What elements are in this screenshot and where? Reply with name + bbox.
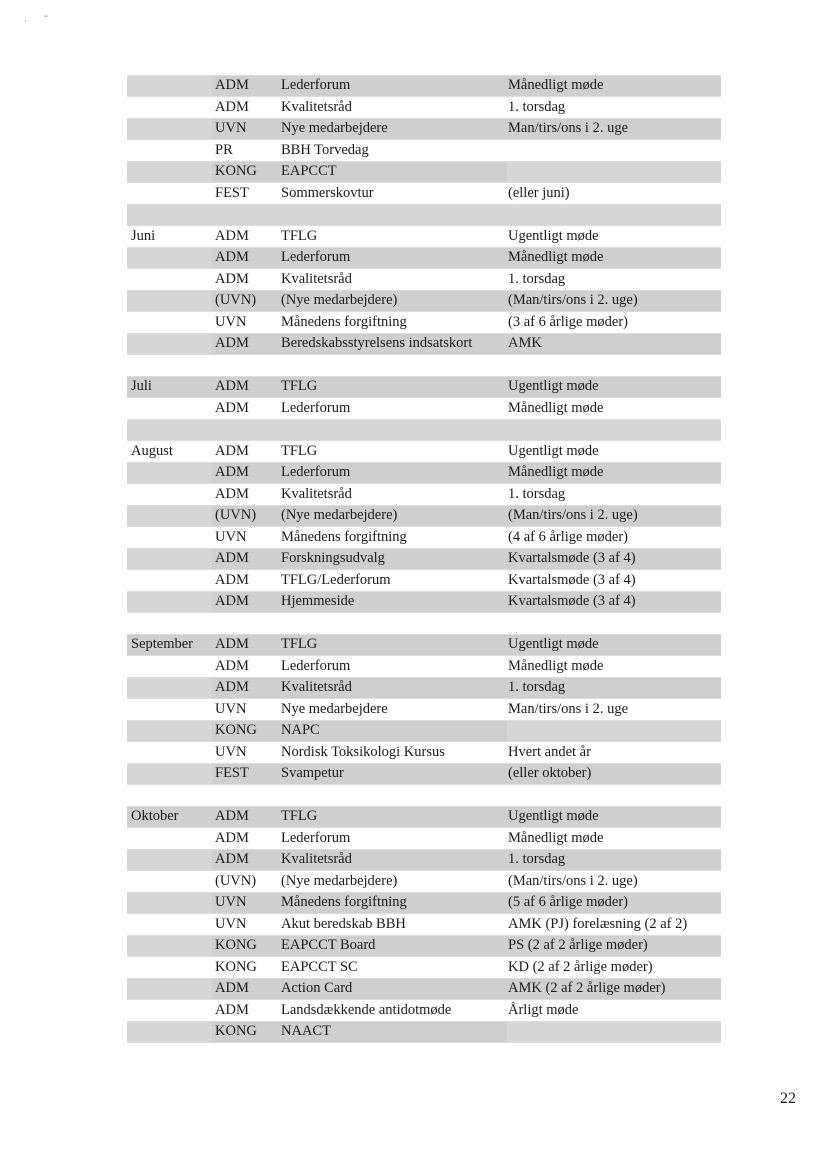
frequency-cell: Kvartalsmøde (3 af 4) bbox=[507, 549, 721, 569]
event-cell: Nye medarbejdere bbox=[281, 700, 388, 717]
month-cell bbox=[127, 528, 212, 548]
event-cell: EAPCCT Board bbox=[279, 936, 507, 956]
department-cell: UVN bbox=[215, 743, 247, 760]
month-cell bbox=[127, 743, 212, 763]
department-cell: ADM bbox=[212, 248, 279, 268]
table-row bbox=[127, 398, 721, 420]
department-cell: ADM bbox=[215, 1001, 249, 1018]
month-cell bbox=[127, 958, 212, 978]
table-row bbox=[127, 75, 721, 97]
event-cell: TFLG/Lederforum bbox=[281, 571, 391, 588]
event-cell bbox=[279, 614, 507, 634]
frequency-cell: Ugentligt møde bbox=[507, 807, 721, 827]
department-cell: ADM bbox=[215, 442, 249, 459]
month-cell bbox=[127, 313, 212, 333]
month-cell bbox=[127, 291, 212, 311]
month-cell bbox=[127, 764, 212, 784]
frequency-cell: Kvartalsmøde (3 af 4) bbox=[508, 571, 636, 588]
event-cell: Forskningsudvalg bbox=[279, 549, 507, 569]
event-cell: Kvalitetsråd bbox=[281, 270, 352, 287]
event-cell: BBH Torvedag bbox=[281, 141, 369, 158]
frequency-cell: (Man/tirs/ons i 2. uge) bbox=[507, 506, 721, 526]
table-row bbox=[127, 570, 721, 592]
event-cell: Kvalitetsråd bbox=[281, 485, 352, 502]
department-cell: ADM bbox=[215, 98, 249, 115]
department-cell: ADM bbox=[212, 850, 279, 870]
frequency-cell: Man/tirs/ons i 2. uge bbox=[508, 700, 629, 717]
month-cell bbox=[127, 571, 212, 591]
month-cell bbox=[127, 700, 212, 720]
frequency-cell: (Man/tirs/ons i 2. uge) bbox=[507, 291, 721, 311]
event-cell: EAPCCT bbox=[279, 162, 507, 182]
event-cell: Lederforum bbox=[281, 399, 351, 416]
event-cell: Lederforum bbox=[279, 463, 507, 483]
department-cell: ADM bbox=[212, 549, 279, 569]
table-row bbox=[127, 1021, 721, 1043]
table-row bbox=[127, 591, 721, 613]
event-cell: TFLG bbox=[279, 807, 507, 827]
month-cell bbox=[127, 420, 212, 440]
event-cell: Action Card bbox=[279, 979, 507, 999]
event-cell: (Nye medarbejdere) bbox=[279, 291, 507, 311]
frequency-cell: Kvartalsmøde (3 af 4) bbox=[507, 592, 721, 612]
month-cell: Juli bbox=[127, 377, 212, 397]
frequency-cell: (Man/tirs/ons i 2. uge) bbox=[508, 872, 638, 889]
table-row bbox=[127, 806, 721, 828]
table-row bbox=[127, 613, 721, 635]
month-cell bbox=[127, 657, 212, 677]
month-cell bbox=[127, 205, 212, 225]
department-cell: ADM bbox=[215, 829, 249, 846]
event-cell: NAACT bbox=[279, 1022, 507, 1042]
event-cell: Lederforum bbox=[279, 248, 507, 268]
month-cell bbox=[127, 334, 212, 354]
frequency-cell: 1. torsdag bbox=[508, 270, 566, 287]
schedule-table bbox=[127, 75, 721, 1043]
department-cell: (UVN) bbox=[212, 506, 279, 526]
month-cell: Oktober bbox=[127, 807, 212, 827]
department-cell: FEST bbox=[215, 184, 249, 201]
department-cell: ADM bbox=[215, 657, 249, 674]
event-cell: Lederforum bbox=[281, 829, 351, 846]
frequency-cell: Hvert andet år bbox=[508, 743, 591, 760]
table-row bbox=[127, 290, 721, 312]
table-row bbox=[127, 183, 721, 205]
department-cell: ADM bbox=[215, 399, 249, 416]
table-row bbox=[127, 462, 721, 484]
table-row bbox=[127, 484, 721, 506]
event-cell bbox=[279, 420, 507, 440]
month-cell bbox=[127, 270, 212, 290]
event-cell: Månedens forgiftning bbox=[281, 313, 407, 330]
table-row bbox=[127, 548, 721, 570]
table-row bbox=[127, 441, 721, 463]
event-cell bbox=[279, 356, 507, 376]
event-cell: Hjemmeside bbox=[279, 592, 507, 612]
frequency-cell: Månedligt møde bbox=[508, 829, 604, 846]
month-cell bbox=[127, 721, 212, 741]
department-cell bbox=[212, 614, 279, 634]
month-cell bbox=[127, 915, 212, 935]
event-cell: Månedens forgiftning bbox=[281, 528, 407, 545]
event-cell bbox=[279, 205, 507, 225]
month-cell bbox=[127, 829, 212, 849]
department-cell: KONG bbox=[212, 162, 279, 182]
month-cell bbox=[127, 485, 212, 505]
table-row bbox=[127, 312, 721, 334]
department-cell: ADM bbox=[215, 485, 249, 502]
event-cell: NAPC bbox=[279, 721, 507, 741]
frequency-cell: Ugentligt møde bbox=[507, 635, 721, 655]
event-cell: Nordisk Toksikologi Kursus bbox=[281, 743, 445, 760]
frequency-cell: (eller juni) bbox=[508, 184, 570, 201]
month-cell bbox=[127, 1022, 212, 1042]
month-cell bbox=[127, 119, 212, 139]
department-cell: FEST bbox=[212, 764, 279, 784]
frequency-cell: (eller oktober) bbox=[507, 764, 721, 784]
margin-dot: · bbox=[24, 16, 27, 26]
event-cell: Kvalitetsråd bbox=[281, 98, 352, 115]
table-row bbox=[127, 505, 721, 527]
department-cell: ADM bbox=[212, 463, 279, 483]
table-row bbox=[127, 699, 721, 721]
month-cell bbox=[127, 614, 212, 634]
department-cell: ADM bbox=[212, 635, 279, 655]
month-cell bbox=[127, 592, 212, 612]
department-cell: UVN bbox=[212, 119, 279, 139]
table-row bbox=[127, 226, 721, 248]
frequency-cell: Månedligt møde bbox=[507, 463, 721, 483]
table-row bbox=[127, 527, 721, 549]
month-cell: September bbox=[127, 635, 212, 655]
event-cell: EAPCCT SC bbox=[281, 958, 358, 975]
department-cell: KONG bbox=[215, 958, 257, 975]
event-cell: Svampetur bbox=[279, 764, 507, 784]
frequency-cell: Ugentligt møde bbox=[508, 442, 599, 459]
department-cell: ADM bbox=[212, 377, 279, 397]
department-cell: ADM bbox=[215, 227, 249, 244]
month-cell bbox=[127, 850, 212, 870]
month-cell bbox=[127, 463, 212, 483]
page-number: 22 bbox=[780, 1090, 796, 1107]
frequency-cell bbox=[507, 721, 721, 741]
month-cell bbox=[127, 98, 212, 118]
table-row bbox=[127, 935, 721, 957]
event-cell: (Nye medarbejdere) bbox=[279, 506, 507, 526]
frequency-cell bbox=[507, 614, 721, 634]
month-cell bbox=[127, 893, 212, 913]
month-cell bbox=[127, 76, 212, 96]
month-cell bbox=[127, 678, 212, 698]
frequency-cell bbox=[507, 205, 721, 225]
table-row bbox=[127, 1000, 721, 1022]
table-row bbox=[127, 828, 721, 850]
month-cell bbox=[127, 162, 212, 182]
month-cell: Juni bbox=[131, 227, 156, 244]
table-row bbox=[127, 677, 721, 699]
table-row bbox=[127, 634, 721, 656]
table-row bbox=[127, 978, 721, 1000]
month-cell bbox=[127, 356, 212, 376]
frequency-cell: AMK (PJ) forelæsning (2 af 2) bbox=[508, 915, 688, 932]
event-cell: TFLG bbox=[281, 442, 318, 459]
department-cell: ADM bbox=[212, 807, 279, 827]
frequency-cell: Månedligt møde bbox=[507, 248, 721, 268]
month-cell bbox=[127, 184, 212, 204]
event-cell: Månedens forgiftning bbox=[279, 893, 507, 913]
frequency-cell: (5 af 6 årlige møder) bbox=[507, 893, 721, 913]
frequency-cell: AMK bbox=[507, 334, 721, 354]
department-cell: ADM bbox=[212, 334, 279, 354]
table-row bbox=[127, 376, 721, 398]
frequency-cell: Månedligt møde bbox=[508, 657, 604, 674]
frequency-cell: Månedligt møde bbox=[508, 399, 604, 416]
frequency-cell: 1. torsdag bbox=[507, 678, 721, 698]
department-cell bbox=[212, 786, 279, 806]
department-cell: KONG bbox=[212, 936, 279, 956]
frequency-cell: (4 af 6 årlige møder) bbox=[508, 528, 628, 545]
month-cell bbox=[127, 141, 212, 161]
event-cell: Kvalitetsråd bbox=[279, 678, 507, 698]
month-cell bbox=[127, 979, 212, 999]
department-cell bbox=[212, 420, 279, 440]
table-row bbox=[127, 269, 721, 291]
event-cell: Kvalitetsråd bbox=[279, 850, 507, 870]
month-cell bbox=[127, 1001, 212, 1021]
table-row bbox=[127, 656, 721, 678]
frequency-cell bbox=[507, 162, 721, 182]
department-cell: KONG bbox=[212, 721, 279, 741]
department-cell: UVN bbox=[215, 528, 247, 545]
frequency-cell bbox=[507, 1022, 721, 1042]
event-cell: TFLG bbox=[279, 635, 507, 655]
table-row bbox=[127, 333, 721, 355]
frequency-cell: Man/tirs/ons i 2. uge bbox=[507, 119, 721, 139]
frequency-cell: 1. torsdag bbox=[508, 98, 566, 115]
department-cell: UVN bbox=[215, 915, 247, 932]
event-cell: Landsdækkende antidotmøde bbox=[281, 1001, 452, 1018]
event-cell: TFLG bbox=[281, 227, 318, 244]
month-cell: August bbox=[131, 442, 173, 459]
department-cell: UVN bbox=[212, 893, 279, 913]
event-cell: Lederforum bbox=[281, 657, 351, 674]
department-cell: PR bbox=[215, 141, 233, 158]
table-row bbox=[127, 161, 721, 183]
month-cell bbox=[127, 399, 212, 419]
event-cell: Nye medarbejdere bbox=[279, 119, 507, 139]
event-cell: Lederforum bbox=[279, 76, 507, 96]
frequency-cell: 1. torsdag bbox=[508, 485, 566, 502]
table-row bbox=[127, 720, 721, 742]
table-row bbox=[127, 204, 721, 226]
margin-tick: “ bbox=[44, 13, 48, 23]
table-row bbox=[127, 742, 721, 764]
event-cell: (Nye medarbejdere) bbox=[281, 872, 398, 889]
department-cell: (UVN) bbox=[215, 872, 257, 889]
frequency-cell bbox=[507, 356, 721, 376]
table-row bbox=[127, 140, 721, 162]
frequency-cell: Ugentligt møde bbox=[507, 377, 721, 397]
table-row bbox=[127, 957, 721, 979]
department-cell: ADM bbox=[212, 979, 279, 999]
table-row bbox=[127, 247, 721, 269]
department-cell: KONG bbox=[212, 1022, 279, 1042]
frequency-cell: (3 af 6 årlige møder) bbox=[508, 313, 628, 330]
table-row bbox=[127, 355, 721, 377]
frequency-cell: Månedligt møde bbox=[507, 76, 721, 96]
frequency-cell: AMK (2 af 2 årlige møder) bbox=[507, 979, 721, 999]
month-cell bbox=[127, 872, 212, 892]
month-cell bbox=[127, 248, 212, 268]
frequency-cell bbox=[507, 786, 721, 806]
month-cell bbox=[127, 549, 212, 569]
event-cell: Akut beredskab BBH bbox=[281, 915, 406, 932]
department-cell: (UVN) bbox=[212, 291, 279, 311]
department-cell: ADM bbox=[215, 270, 249, 287]
month-cell bbox=[127, 786, 212, 806]
department-cell: UVN bbox=[215, 700, 247, 717]
table-row bbox=[127, 892, 721, 914]
department-cell: ADM bbox=[212, 592, 279, 612]
event-cell: TFLG bbox=[279, 377, 507, 397]
event-cell: Sommerskovtur bbox=[281, 184, 374, 201]
department-cell bbox=[212, 205, 279, 225]
table-row bbox=[127, 849, 721, 871]
department-cell: ADM bbox=[215, 571, 249, 588]
event-cell bbox=[279, 786, 507, 806]
month-cell bbox=[127, 936, 212, 956]
frequency-cell: PS (2 af 2 årlige møder) bbox=[507, 936, 721, 956]
department-cell: UVN bbox=[215, 313, 247, 330]
frequency-cell: Årligt møde bbox=[508, 1001, 579, 1018]
frequency-cell bbox=[507, 420, 721, 440]
table-row bbox=[127, 763, 721, 785]
table-row bbox=[127, 785, 721, 807]
event-cell: Beredskabsstyrelsens indsatskort bbox=[279, 334, 507, 354]
frequency-cell: Ugentligt møde bbox=[508, 227, 599, 244]
department-cell bbox=[212, 356, 279, 376]
table-row bbox=[127, 914, 721, 936]
table-row bbox=[127, 419, 721, 441]
department-cell: ADM bbox=[212, 678, 279, 698]
frequency-cell: 1. torsdag bbox=[507, 850, 721, 870]
table-row bbox=[127, 118, 721, 140]
department-cell: ADM bbox=[212, 76, 279, 96]
frequency-cell: KD (2 af 2 årlige møder) bbox=[508, 958, 653, 975]
table-row bbox=[127, 871, 721, 893]
frequency-cell bbox=[507, 141, 721, 161]
table-row bbox=[127, 97, 721, 119]
month-cell bbox=[127, 506, 212, 526]
